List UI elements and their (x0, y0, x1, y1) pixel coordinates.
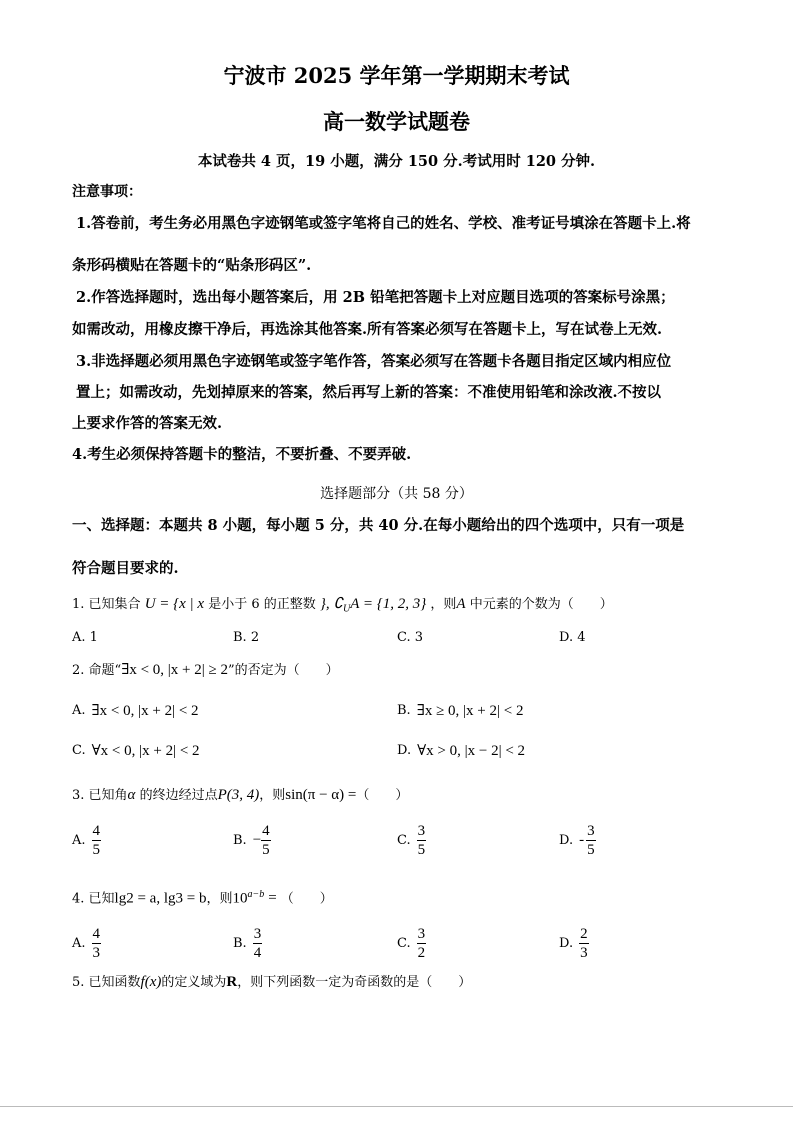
q2-option-c-expr: ∀x < 0, |x + 2| < 2 (91, 743, 200, 759)
q2-option-c-label: C. (72, 743, 86, 758)
notice-item-2a: 2.作答选择题时，选出每小题答案后，用 2B 铅笔把答题卡上对应题目选项的答案标号涂黑； (76, 289, 675, 306)
q3-option-a (72, 822, 101, 859)
q5-suffix: ，则下列函数一定为奇函数的是（ ） (237, 975, 472, 990)
q2-prefix: 2. 命题“ (72, 663, 122, 678)
exam-subject-title: 高一数学试题卷 (323, 109, 470, 134)
q2-suffix: ”的否定为（ ） (227, 663, 339, 678)
notice-item-4: 4.考生必须保持答题卡的整洁，不要折叠、不要弄破. (72, 446, 412, 463)
notice-item-3c: 上要求作答的答案无效. (72, 415, 223, 432)
q1-mid: 是小于 6 的正整数 (208, 597, 316, 612)
q3-alpha: α (127, 787, 136, 803)
q3-option-c-label: C. (397, 833, 411, 848)
q4-suffix: （ ） (280, 891, 333, 907)
q2-option-c (72, 740, 200, 760)
q2-option-b-label: B. (397, 703, 411, 718)
q1-prefix: 1. 已知集合 (72, 597, 141, 612)
question-1: 1. 已知集合 U = {x | x 是小于 6 的正整数 }, $∁_UA = \{1$, 2, 3} ，则A 中元素的个数为（ ） (72, 596, 613, 615)
q4-option-d-fraction: $\frac{2}{3}$ (580, 926, 588, 961)
q3-mid: 的终边经过点 (139, 788, 218, 803)
q3-option-a-label: A. (72, 833, 86, 848)
q2-option-b-expr: ∃x ≥ 0, |x + 2| < 2 (416, 703, 524, 719)
notice-item-2b: 如需改动，用橡皮擦干净后，再选涂其他答案.所有答案必须写在答题卡上，写在试卷上无效. (72, 321, 663, 338)
q3-option-a-fraction: $\frac{4}{5}$ (92, 823, 101, 858)
section-title: 选择题部分（共 58 分） (320, 486, 473, 502)
q1-option-a: A. 1 (72, 630, 98, 645)
q3-comma: ，则 (259, 788, 286, 803)
q2-option-a-expr: ∃x < 0, |x + 2| < 2 (91, 703, 199, 719)
q2-option-a (72, 700, 199, 720)
q3-prefix: 3. 已知角 (72, 788, 128, 803)
notice-item-1a: 1.答卷前，考生务必用黑色字迹钢笔或签字笔将自己的姓名、学校、准考证号填涂在答题卡上.将 (76, 215, 691, 232)
q3-option-d-fraction: $\frac{3}{5}$ (587, 823, 595, 858)
q4-option-a (72, 925, 101, 962)
q4-option-c (397, 925, 426, 962)
q3-option-d (559, 822, 596, 859)
q4-option-c-label: C. (397, 936, 411, 951)
q5-domain: R (226, 974, 238, 990)
q4-comma: ，则 (206, 891, 233, 907)
q3-option-d-label: D. (559, 833, 574, 848)
q4-option-b (233, 925, 262, 962)
question-5 (72, 972, 471, 993)
q1-option-b: B. 2 (233, 630, 260, 645)
q1-suffix-b: 中元素的个数为（ ） (469, 597, 613, 612)
q3-option-b-fraction: $\frac{4}{5}$ (262, 823, 270, 858)
question-4 (72, 885, 333, 909)
q2-option-d-label: D. (397, 743, 412, 758)
q5-prefix: 5. 已知函数 (72, 975, 141, 990)
q3-option-d-sign: - (579, 832, 585, 848)
notice-item-1b: 条形码横贴在答题卡的“贴条形码区”. (72, 257, 312, 274)
q1-var-a: A (456, 596, 466, 612)
q4-prefix: 4. 已知 (72, 891, 115, 907)
q3-expr: sin(π − α) = (285, 787, 357, 803)
q1-set-a: A = {1, 2, 3} (350, 596, 427, 612)
exam-subtitle: 本试卷共 4 页，19 小题，满分 150 分.考试用时 120 分钟. (197, 153, 596, 170)
question-3 (72, 785, 408, 806)
q4-option-b-label: B. (233, 936, 247, 951)
q4-option-c-fraction: $\frac{3}{2}$ (417, 926, 426, 961)
q5-mid: 的定义域为 (161, 975, 227, 990)
q2-expr: ∃x < 0, |x + 2| ≥ 2 (121, 662, 228, 678)
q4-option-d (559, 925, 589, 962)
notice-heading: 注意事项： (72, 184, 142, 200)
q4-equals: = (268, 890, 277, 907)
q1-suffix-a: ，则 (430, 597, 457, 612)
q1-option-c: C. 3 (397, 630, 424, 645)
section-intro-b: 符合题目要求的. (72, 560, 179, 577)
question-2 (72, 660, 339, 681)
q3-option-b (233, 822, 271, 859)
q1-complement: }, ∁ (319, 596, 343, 612)
q4-expr: lg2 = a, lg3 = b (114, 890, 207, 907)
q2-option-d-expr: ∀x > 0, |x − 2| < 2 (417, 743, 526, 759)
q3-option-c (397, 822, 426, 859)
q3-option-b-label: B. (233, 833, 247, 848)
q2-option-d (397, 740, 525, 760)
q4-power-base: 10 (232, 890, 248, 907)
exam-title: 宁波市 2025 学年第一学期期末考试 (223, 63, 570, 88)
q2-option-b (397, 700, 523, 720)
notice-item-3b: 置上；如需改动，先划掉原来的答案，然后再写上新的答案：不准使用铅笔和涂改液.不按以 (76, 384, 662, 401)
q3-point: P(3, 4) (217, 787, 260, 803)
q4-option-a-fraction: $\frac{4}{3}$ (92, 926, 101, 961)
section-intro-a: 一、选择题：本题共 8 小题，每小题 5 分，共 40 分.在每小题给出的四个选项中，只有一项是 (72, 517, 685, 534)
q4-option-a-label: A. (72, 936, 86, 951)
q3-suffix: （ ） (356, 788, 409, 803)
q1-set-u: U = {x | x (144, 596, 205, 612)
q4-power-exponent: a−b (247, 889, 265, 900)
notice-item-3a: 3.非选择题必须用黑色字迹钢笔或签字笔作答，答案必须写在答题卡各题目指定区域内相应位 (76, 353, 672, 370)
q4-option-b-fraction: $\frac{3}{4}$ (253, 926, 262, 961)
q1-option-d: D. 4 (559, 630, 586, 645)
q4-option-d-label: D. (559, 936, 574, 951)
q3-option-b-sign: − (252, 832, 262, 848)
page-bottom-divider (0, 1106, 793, 1107)
q5-function: f(x) (140, 974, 162, 990)
q2-option-a-label: A. (72, 703, 86, 718)
q3-option-c-fraction: $\frac{3}{5}$ (417, 823, 426, 858)
